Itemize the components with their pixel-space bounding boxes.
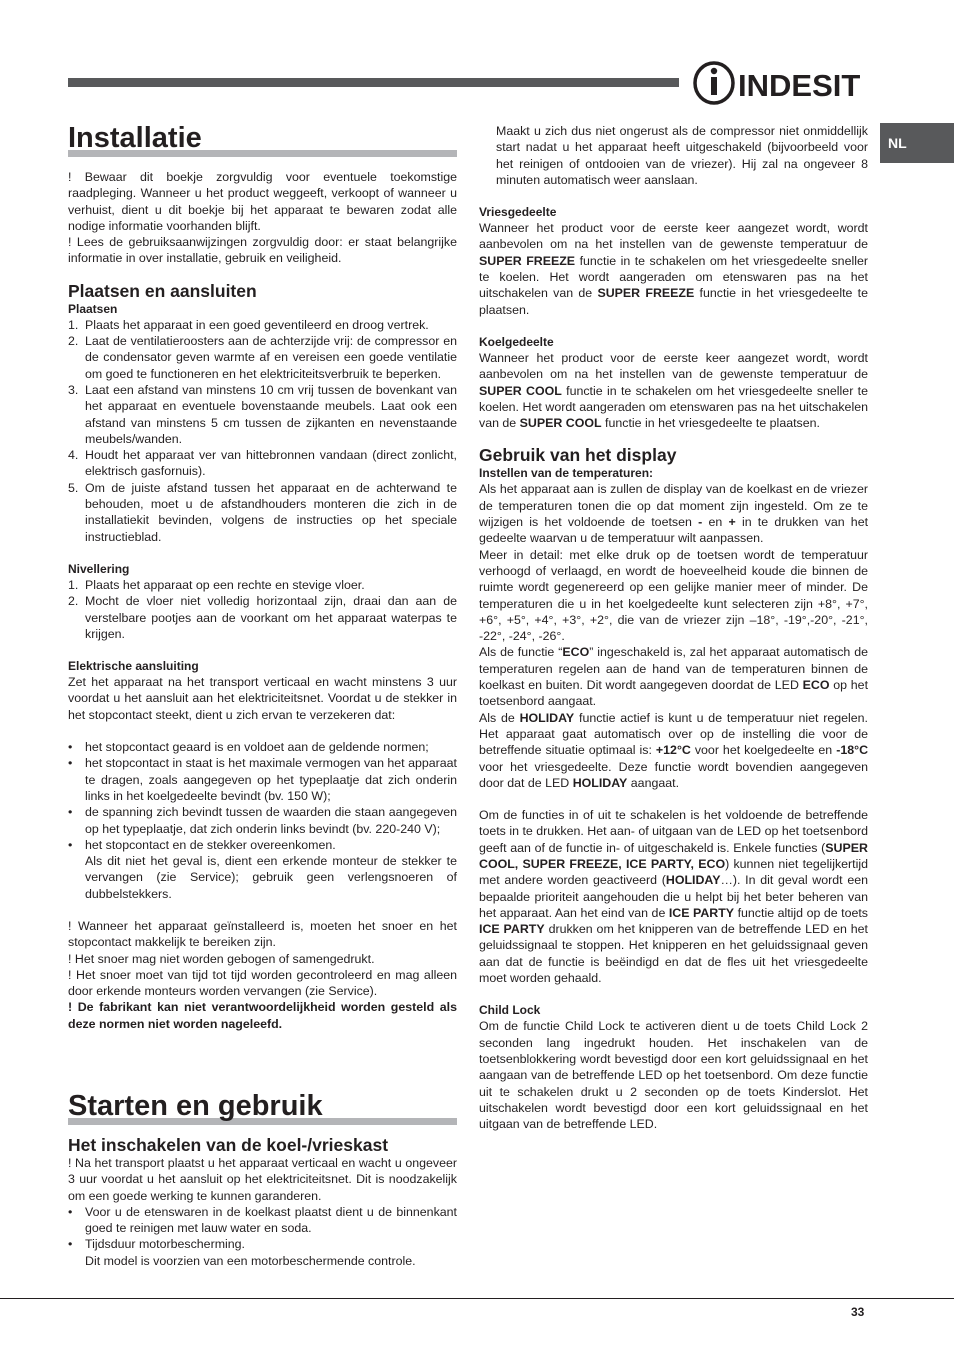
plaatsen-list bbox=[68, 317, 457, 545]
heading-plaatsen: Plaatsen bbox=[68, 301, 118, 316]
list-item: • Tijdsduur motorbescherming. bbox=[68, 1237, 245, 1252]
heading-koelgedeelte: Koelgedeelte bbox=[479, 334, 554, 349]
heading-child-lock: Child Lock bbox=[479, 1003, 541, 1018]
list-item: • het stopcontact en de stekker overeenkomen. bbox=[68, 837, 336, 852]
koelgedeelte-paragraph: Wanneer het product voor de eerste keer aangezet wordt, wordt aanbevolen om na het instellen van de gewenste temperatuur de SUPER COOL functie in te schakelen om het vriesgedeelte sneller te koelen. Het wordt aangeraden om etenswaren pas na het uitschakelen van de SUPER COOL functie in het vriesgedeelte te plaatsen. bbox=[479, 350, 868, 431]
language-tab: NL bbox=[880, 123, 954, 163]
list-item: 1. Plaats het apparaat in een goed geventileerd en droog vertrek. bbox=[68, 317, 429, 332]
intro-paragraph-1: ! Bewaar dit boekje zorgvuldig voor eventuele toekomstige raadpleging. Wanneer u het product weggeeft, verkoopt of wanneer u verhuist, dient u dit boekje bij het apparaat te bewaren zodat alle nodige informatie voorhanden blijft. bbox=[68, 170, 457, 233]
list-item: 2. Mocht de vloer niet volledig horizontaal zijn, draai dan aan de verstelbare pootjes aan de voorkant om het apparaat waterpas te krijgen. bbox=[68, 594, 457, 641]
child-lock-paragraph: Om de functie Child Lock te activeren dient u de toets Child Lock 2 seconden lang ingedrukt houden. Het inschakelen van de toetsenblokkering wordt bevestigd door een kort geluidssignaal en het aangaan van de betreffende LED op het toetsenbord. Om deze functie uit te schakelen drukt u 2 seconden op de toets Kinderslot. Het uitschakelen wordt bevestigd door een kort geluidssignaal en het uitgaan van de betreffende LED. bbox=[479, 1019, 868, 1132]
header-bar bbox=[68, 78, 679, 87]
elektrisch-after: Als dit niet het geval is, dient een erkende monteur de stekker te vervangen (zie Service); gebruik geen verlengsnoeren of dubbelstekkers. bbox=[85, 854, 457, 901]
heading-instellen: Instellen van de temperaturen: bbox=[479, 466, 654, 481]
warning-2: ! Het snoer mag niet worden gebogen of samengedrukt. bbox=[68, 951, 375, 966]
section-title-starten: Starten en gebruik bbox=[68, 1089, 457, 1125]
list-item: 2. Laat de ventilatieroosters aan de achterzijde vrij: de compressor en de condensator geven warmte af en vereisen een goede ventilatie om goed te functioneren en het elektriciteitsverbruik te beperken. bbox=[68, 334, 457, 381]
display-paragraph-4: Als de HOLIDAY functie actief is kunt u de temperatuur niet regelen. Het apparaat gaat automatisch over op de instelling die voor de betreffende situatie optimaal is: +12°C voor het koelgedeelte en -18°C voor het vriesgedeelte. Deze functie wordt bovendien aangegeven door dat de LED HOLIDAY aangaat. bbox=[479, 710, 869, 790]
footer-rule bbox=[0, 1298, 954, 1299]
elektrisch-list bbox=[68, 739, 457, 853]
list-item: 1. Plaats het apparaat op een rechte en stevige vloer. bbox=[68, 577, 365, 592]
display-paragraph-2: Meer in detail: met elke druk op de toetsen wordt de temperatuur verhoogd of verlaagd, en wordt de hoeveelheid koude die binnen de ruimte wordt gegenereerd op een gelijke manier meer of minder. De temperaturen die u in het koelgedeelte kunt selecteren zijn +8°, +7°, +6°, +5°, +4°, +3°, +2°, die van de vriezer zijn –18°, -19°,-20°, -21°, -22°, -24°, -26°. bbox=[479, 547, 868, 644]
display-paragraph-5: Om de functies in of uit te schakelen is het voldoende de betreffende toets in te drukken. Het aan- of uitgaan van de LED op het toetsenbord geeft aan of de functie in- of uitgeschakeld is. Enkele functies (SUPER COOL, SUPER FREEZE, ICE PARTY, ECO) kunnen niet tegelijkertijd met andere worden geactiveerd (HOLIDAY…). In dit geval wordt een bepaalde prioriteit aangehouden die u helpt bij het beter beheren van het apparaat. Aan het eind van de ICE PARTY functie altijd op de toets ICE PARTY drukken om het knipperen van de betreffende LED en het geluidssignaal te stoppen. Het knipperen en het geluidssignaal geven aan dat de functie is beëindigd en dat de fles uit het vriesgedeelte moet worden gehaald. bbox=[479, 808, 869, 986]
section-title-installatie: Installatie bbox=[68, 121, 457, 157]
list-item: 5. Om de juiste afstand tussen het apparaat en de achterwand te behouden, moet u de afstandhouders monteren die zich in de installatiekit bevinden, volgens de instructies op het speciale instructieblad. bbox=[68, 480, 457, 544]
motor-paragraph-2: Maakt u zich dus niet ongerust als de compressor niet onmiddellijk start nadat u het apparaat heeft uitgeschakeld (bijvoorbeeld voor het reinigen of ontdooien van de vriezer). Hij zal na ongeveer 8 minuten automatisch weer aanslaan. bbox=[496, 124, 868, 187]
indesit-logo bbox=[692, 60, 870, 106]
page-number: 33 bbox=[851, 1305, 865, 1319]
list-item: • het stopcontact in staat is het maximale vermogen van het apparaat te dragen, zoals aangegeven op het typeplaatje dat zich onderin links in het koelgedeelte bevindt (bv. 150 W); bbox=[68, 756, 457, 803]
subsection-title-display: Gebruik van het display bbox=[479, 445, 677, 466]
warning-1: ! Wanneer het apparaat geïnstalleerd is, moeten het snoer en het stopcontact makkelijk te bereiken zijn. bbox=[68, 918, 457, 950]
warning-3: ! Het snoer moet van tijd tot tijd worden gecontroleerd en mag alleen door erkende monteurs worden vervangen (zie Service). bbox=[68, 967, 457, 999]
list-item: • het stopcontact geaard is en voldoet aan de geldende normen; bbox=[68, 740, 429, 755]
subsection-title-plaatsen: Plaatsen en aansluiten bbox=[68, 280, 257, 301]
motor-paragraph-1: Dit model is voorzien van een motorbeschermende controle. bbox=[85, 1253, 416, 1268]
subsection-title-inschakelen: Het inschakelen van de koel-/vrieskast bbox=[68, 1135, 389, 1155]
warning-4: ! De fabrikant kan niet verantwoordelijkheid worden gesteld als deze normen niet worden nageleefd. bbox=[68, 1000, 457, 1031]
heading-nivellering: Nivellering bbox=[68, 561, 130, 576]
display-paragraph-1: Als het apparaat aan is zullen de display van de koelkast en de vriezer de temperaturen tonen die op dat moment zijn ingesteld. Om ze te wijzigen is het voldoende de toetsen - en + in te drukken van het gedeelte waarvan u de temperatuur wilt aanpassen. bbox=[479, 482, 869, 546]
list-item: • Voor u de etenswaren in de koelkast plaatst dient u de binnenkant goed te reinigen met lauw water en soda. bbox=[68, 1204, 457, 1236]
brand-wordmark: INDESIT bbox=[738, 68, 861, 103]
nivellering-list bbox=[68, 577, 457, 642]
heading-elektrisch: Elektrische aansluiting bbox=[68, 659, 199, 674]
heading-vriesgedeelte: Vriesgedeelte bbox=[479, 205, 557, 220]
vriesgedeelte-paragraph: Wanneer het product voor de eerste keer aangezet wordt, wordt aanbevolen om na het instellen van de gewenste temperatuur de SUPER FREEZE functie in te schakelen om het vriesgedeelte sneller te koelen. Het wordt aangeraden om etenswaren pas na het uitschakelen van de SUPER FREEZE functie in het vriesgedeelte te plaatsen. bbox=[479, 221, 868, 317]
elektrisch-paragraph: Zet het apparaat na het transport verticaal en wacht minstens 3 uur voordat u het aansluit aan het elektriciteitsnet. Voordat u de stekker in het stopcontact steekt, dient u zich ervan te verzekeren dat: bbox=[68, 675, 457, 722]
list-item: • de spanning zich bevindt tussen de waarden die staan aangegeven op het typeplaatje, dat zich onderin links bevindt (bv. 220-240 V); bbox=[68, 805, 457, 836]
list-item: 3. Laat een afstand van minstens 10 cm vrij tussen de bovenkant van het apparaat en eventuele bovenstaande meubels. Laat ook een afstand van minstens 5 cm tussen de zijkanten en nevenstaande meubels/wanden. bbox=[68, 382, 457, 446]
inschakelen-list bbox=[68, 1204, 457, 1253]
list-item: 4. Houdt het apparaat ver van hittebronnen vandaan (direct zonlicht, elektrisch gasfornuis). bbox=[68, 448, 457, 479]
inschakelen-paragraph: ! Na het transport plaatst u het apparaat verticaal en wacht u ongeveer 3 uur voordat u het aansluit op het elektriciteitsnet. Dit is noodzakelijk om een goede werking te kunnen garanderen. bbox=[68, 1156, 457, 1203]
intro-paragraph-2: ! Lees de gebruiksaanwijzingen zorgvuldig door: er staat belangrijke informatie in over installatie, gebruik en veiligheid. bbox=[68, 235, 457, 266]
display-paragraph-3: Als de functie “ECO” ingeschakeld is, zal het apparaat automatisch de temperaturen regelen aan de hand van de temperaturen binnen de koelkast en buiten. Dit wordt aangegeven doordat de LED ECO op het toetsenbord aangaat. bbox=[479, 645, 869, 709]
